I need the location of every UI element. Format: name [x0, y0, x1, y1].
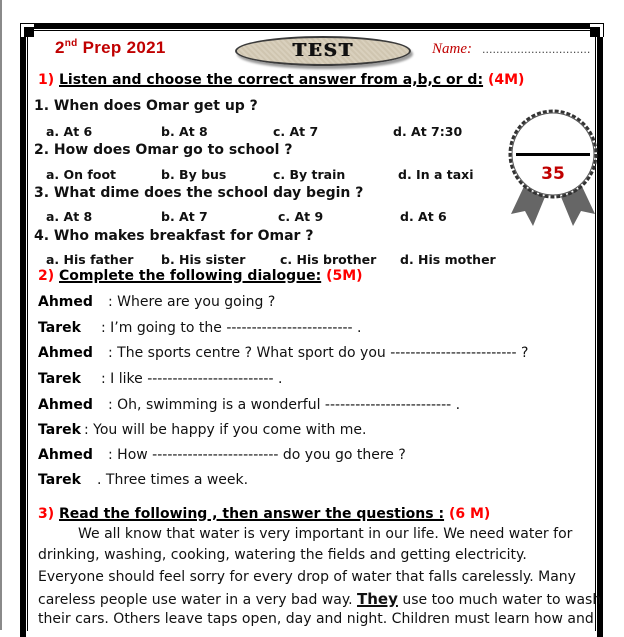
dialogue-speaker: Ahmed — [38, 294, 93, 310]
frame-border-top-inner — [34, 30, 590, 31]
q1-option-d: d. At 7:30 — [393, 124, 463, 139]
name-label: Name: — [432, 41, 472, 57]
dialogue-speaker: Tarek — [38, 371, 81, 387]
section-2-title: Complete the following dialogue: — [59, 268, 322, 284]
section-1-heading — [38, 72, 524, 88]
section-3-title: Read the following , then answer the questions : — [59, 506, 445, 522]
grade-year-label — [55, 38, 166, 58]
question-1: 1. When does Omar get up ? — [34, 98, 258, 114]
section-3-number: 3) — [38, 506, 55, 522]
reading-paragraph-line: Everyone should feel sorry for every drop of water that falls carelessly. Many — [38, 569, 576, 585]
q3-option-b: b. At 7 — [161, 209, 208, 224]
dialogue-line: : The sports centre ? What sport do you ------------------------- ? — [108, 345, 529, 361]
q1-option-a: a. At 6 — [46, 124, 93, 139]
score-total: 35 — [541, 164, 565, 184]
q3-option-a: a. At 8 — [46, 209, 93, 224]
q3-option-d: d. At 6 — [400, 209, 447, 224]
window-edge — [0, 0, 2, 630]
reading-paragraph-line: their cars. Others leave taps open, day and night. Children must learn how and — [38, 611, 594, 627]
question-3: 3. What dime does the school day begin ? — [34, 185, 364, 201]
frame-border-top — [34, 23, 590, 29]
q1-option-b: b. At 8 — [161, 124, 208, 139]
q2-option-d: d. In a taxi — [398, 167, 474, 182]
name-blank: ............................... — [482, 43, 591, 56]
section-1-title: Listen and choose the correct answer from a,b,c or d: — [59, 72, 484, 88]
q3-option-c: c. At 9 — [278, 209, 324, 224]
reading-paragraph-line: We all know that water is very important in our life. We need water for — [78, 526, 573, 542]
paragraph-text: careless people use water in a very bad way. — [38, 592, 358, 608]
section-1-marks: (4M) — [487, 72, 525, 88]
dialogue-line: : You will be happy if you come with me. — [84, 422, 367, 438]
dialogue-line: . Three times a week. — [97, 472, 249, 488]
q4-option-d: d. His mother — [400, 252, 496, 267]
q1-option-c: c. At 7 — [273, 124, 319, 139]
section-2-marks: (5M) — [326, 268, 363, 284]
dialogue-line: : I’m going to the ------------------------- . — [101, 320, 362, 336]
reading-paragraph-line: drinking, washing, cooking, watering the fields and getting electricity. — [38, 547, 527, 563]
q2-option-a: a. On foot — [46, 167, 117, 182]
q4-option-a: a. His father — [46, 252, 134, 267]
dialogue-speaker: Tarek — [38, 472, 81, 488]
question-4: 4. Who makes breakfast for Omar ? — [34, 228, 314, 244]
dialogue-line: : How ------------------------- do you go there ? — [108, 447, 406, 463]
dialogue-line: : Oh, swimming is a wonderful ------------------------- . — [108, 397, 461, 413]
frame-border-left — [20, 37, 26, 637]
dialogue-speaker: Ahmed — [38, 447, 93, 463]
section-1-number: 1) — [38, 72, 55, 88]
dialogue-speaker: Tarek — [38, 320, 81, 336]
section-3-marks: (6 M) — [448, 506, 491, 522]
section-2-heading — [38, 268, 363, 284]
dialogue-speaker: Tarek — [38, 422, 81, 438]
test-title-oval — [235, 36, 411, 66]
grade-number: 2 — [55, 38, 65, 57]
paragraph-text: use too much water to wash — [397, 592, 602, 608]
question-2: 2. How does Omar go to school ? — [34, 142, 293, 158]
dialogue-line: : I like ------------------------- . — [101, 371, 283, 387]
section-2-number: 2) — [38, 268, 55, 284]
q2-option-c: c. By train — [273, 167, 346, 182]
q4-option-b: b. His sister — [161, 252, 246, 267]
frame-corner-top-left-block — [24, 27, 34, 37]
section-3-heading — [38, 506, 490, 522]
grade-ordinal: nd — [64, 38, 78, 49]
dialogue-speaker: Ahmed — [38, 345, 93, 361]
dialogue-line: : Where are you going ? — [108, 294, 276, 310]
reading-paragraph-line — [38, 590, 601, 608]
q4-option-c: c. His brother — [280, 252, 377, 267]
emphasized-word: They — [357, 590, 398, 608]
q2-option-b: b. By bus — [161, 167, 227, 182]
dialogue-speaker: Ahmed — [38, 397, 93, 413]
frame-corner-top-right-block — [590, 27, 600, 37]
score-badge — [505, 108, 601, 232]
frame-border-left-inner — [27, 31, 28, 631]
grade-year: Prep 2021 — [77, 38, 166, 57]
test-title: TEST — [292, 40, 354, 61]
